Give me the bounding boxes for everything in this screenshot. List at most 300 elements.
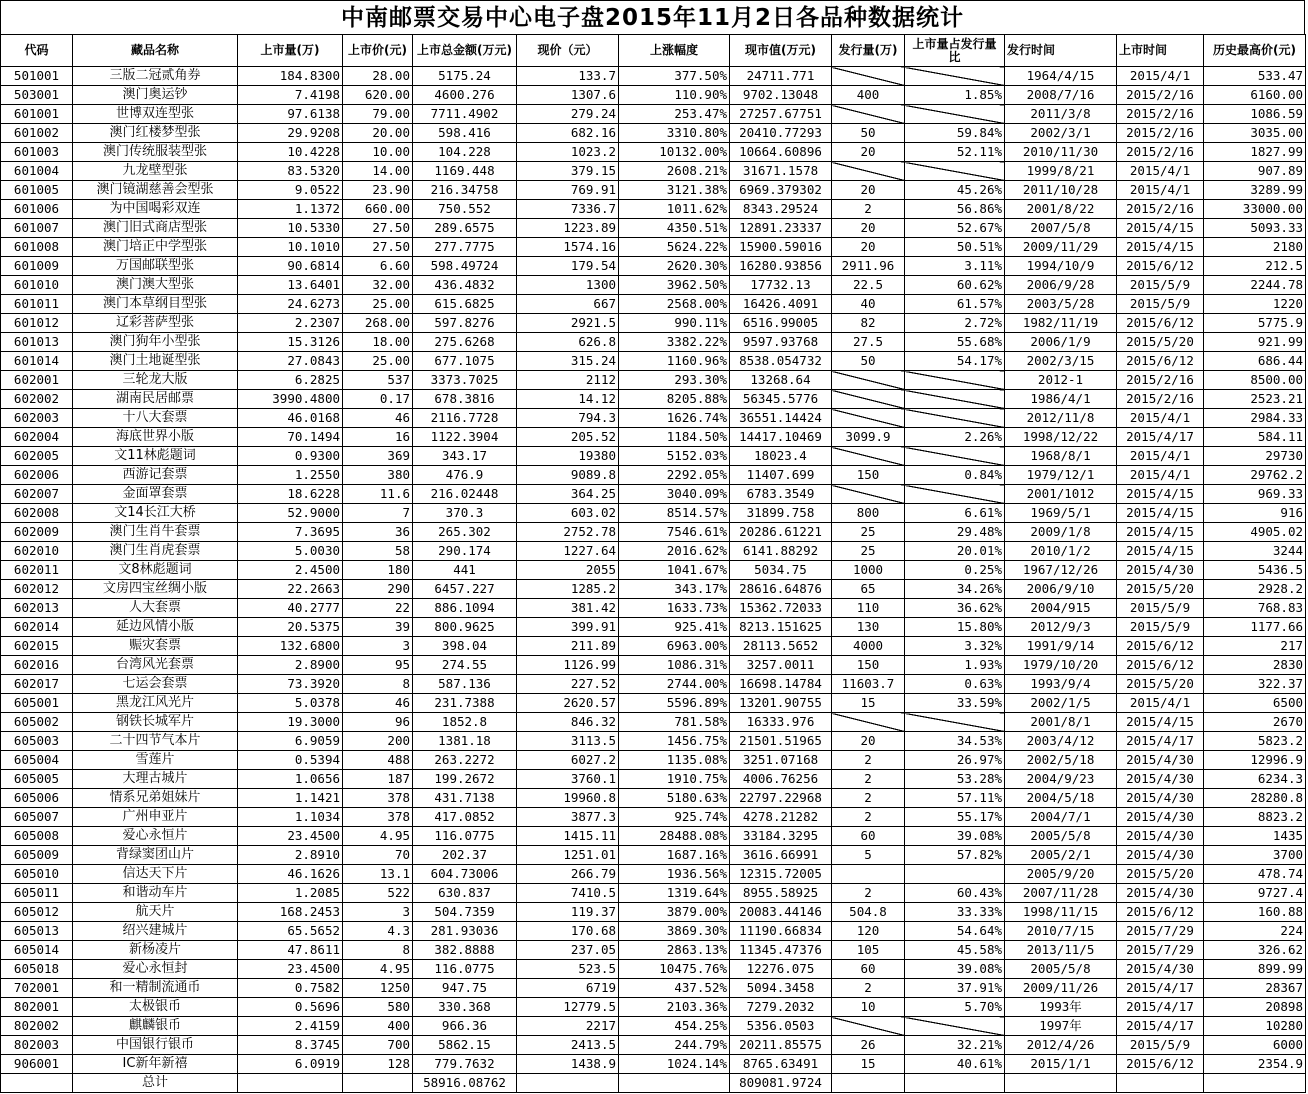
cell-max-price: 28367	[1204, 979, 1306, 998]
cell-ratio: 59.84%	[905, 124, 1005, 143]
cell-ratio	[905, 713, 1005, 732]
cell-list-price: 46	[343, 694, 413, 713]
cell-issue-qty: 2	[832, 884, 905, 903]
cell-gain: 1633.73%	[619, 599, 730, 618]
cell-gain: 454.25%	[619, 1017, 730, 1036]
cell-list-amount: 750.552	[413, 200, 517, 219]
cell-issue-qty	[832, 371, 905, 390]
cell-list-amount: 4600.276	[413, 86, 517, 105]
cell-issue-qty	[832, 865, 905, 884]
cell-current-price: 1307.6	[517, 86, 619, 105]
cell-list-price: 79.00	[343, 105, 413, 124]
cell-issue-date: 1999/8/21	[1005, 162, 1117, 181]
cell-market-value: 8765.63491	[730, 1055, 832, 1074]
cell-code: 601010	[1, 276, 73, 295]
cell-max-price: 8823.2	[1204, 808, 1306, 827]
cell-list-amount: 947.75	[413, 979, 517, 998]
cell-list-amount: 417.0852	[413, 808, 517, 827]
cell-market-value: 6783.3549	[730, 485, 832, 504]
cell-ratio	[905, 485, 1005, 504]
table-row	[1, 694, 1306, 713]
col-header-list-price: 上市价(元)	[343, 35, 413, 67]
cell-market-value: 11407.699	[730, 466, 832, 485]
cell-code: 602016	[1, 656, 73, 675]
cell-issue-qty: 22.5	[832, 276, 905, 295]
cell-list-amount: 597.8276	[413, 314, 517, 333]
cell-code: 602007	[1, 485, 73, 504]
cell-name: 澳门生肖牛套票	[73, 523, 238, 542]
cell-market-value: 13268.64	[730, 371, 832, 390]
cell-ratio: 55.68%	[905, 333, 1005, 352]
cell-name: 和一精制流通币	[73, 979, 238, 998]
cell-market-value: 3251.07168	[730, 751, 832, 770]
cell-name: 七运会套票	[73, 675, 238, 694]
cell-issue-date: 2011/10/28	[1005, 181, 1117, 200]
cell-list-price: 180	[343, 561, 413, 580]
cell-gain: 5596.89%	[619, 694, 730, 713]
cell-list-qty: 1.2085	[238, 884, 343, 903]
cell-gain: 2863.13%	[619, 941, 730, 960]
cell-issue-qty: 2	[832, 808, 905, 827]
cell-issue-date: 2001/8/22	[1005, 200, 1117, 219]
cell-issue-date: 2009/1/8	[1005, 523, 1117, 542]
cell-list-price: 39	[343, 618, 413, 637]
cell-issue-date: 2002/3/15	[1005, 352, 1117, 371]
cell-issue-qty: 60	[832, 827, 905, 846]
cell-market-value: 3257.0011	[730, 656, 832, 675]
cell-gain: 3879.00%	[619, 903, 730, 922]
cell-list-qty: 2.4500	[238, 561, 343, 580]
cell-list-date: 2015/2/16	[1117, 105, 1204, 124]
cell-market-value: 5094.3458	[730, 979, 832, 998]
cell-gain: 8205.88%	[619, 390, 730, 409]
cell-list-date: 2015/6/12	[1117, 1055, 1204, 1074]
cell-list-qty: 18.6228	[238, 485, 343, 504]
cell-issue-qty: 400	[832, 86, 905, 105]
cell-max-price: 478.74	[1204, 865, 1306, 884]
cell-issue-date: 2012/4/26	[1005, 1036, 1117, 1055]
total-label: 总计	[73, 1074, 238, 1093]
cell-max-price: 9727.4	[1204, 884, 1306, 903]
cell-list-date: 2015/6/12	[1117, 352, 1204, 371]
cell-list-price: 28.00	[343, 67, 413, 86]
cell-max-price: 921.99	[1204, 333, 1306, 352]
cell-list-qty: 8.3745	[238, 1036, 343, 1055]
cell-gain: 2620.30%	[619, 257, 730, 276]
cell-market-value: 31671.1578	[730, 162, 832, 181]
table-row	[1, 200, 1306, 219]
cell-list-amount: 1122.3904	[413, 428, 517, 447]
cell-issue-date: 2008/7/16	[1005, 86, 1117, 105]
cell-list-price: 3	[343, 637, 413, 656]
cell-gain: 781.58%	[619, 713, 730, 732]
cell-list-qty: 1.1372	[238, 200, 343, 219]
cell-current-price: 1574.16	[517, 238, 619, 257]
cell-issue-date: 2001/1012	[1005, 485, 1117, 504]
cell-max-price: 969.33	[1204, 485, 1306, 504]
total-empty-cell	[238, 1074, 343, 1093]
cell-issue-qty: 50	[832, 352, 905, 371]
cell-issue-qty: 65	[832, 580, 905, 599]
table-row	[1, 903, 1306, 922]
cell-current-price: 667	[517, 295, 619, 314]
cell-issue-date: 1993年	[1005, 998, 1117, 1017]
cell-current-price: 133.7	[517, 67, 619, 86]
cell-market-value: 12276.075	[730, 960, 832, 979]
total-row	[1, 1074, 1306, 1093]
cell-market-value: 8343.29524	[730, 200, 832, 219]
cell-list-date: 2015/4/15	[1117, 542, 1204, 561]
cell-ratio: 3.32%	[905, 637, 1005, 656]
cell-current-price: 119.37	[517, 903, 619, 922]
cell-list-qty: 10.5330	[238, 219, 343, 238]
cell-code: 605005	[1, 770, 73, 789]
cell-list-amount: 1852.8	[413, 713, 517, 732]
cell-list-date: 2015/6/12	[1117, 903, 1204, 922]
cell-current-price: 211.89	[517, 637, 619, 656]
cell-name: 十八大套票	[73, 409, 238, 428]
cell-ratio: 56.86%	[905, 200, 1005, 219]
cell-list-amount: 630.837	[413, 884, 517, 903]
cell-list-amount: 476.9	[413, 466, 517, 485]
cell-list-qty: 3990.4800	[238, 390, 343, 409]
cell-current-price: 1223.89	[517, 219, 619, 238]
cell-name: 文房四宝丝绸小版	[73, 580, 238, 599]
total-empty-cell	[1117, 1074, 1204, 1093]
cell-name: IC新年新禧	[73, 1055, 238, 1074]
cell-issue-qty: 15	[832, 1055, 905, 1074]
table-row	[1, 409, 1306, 428]
cell-max-price: 6000	[1204, 1036, 1306, 1055]
cell-market-value: 16280.93856	[730, 257, 832, 276]
cell-max-price: 3244	[1204, 542, 1306, 561]
cell-market-value: 14417.10469	[730, 428, 832, 447]
cell-code: 503001	[1, 86, 73, 105]
cell-ratio: 1.85%	[905, 86, 1005, 105]
cell-list-date: 2015/4/1	[1117, 162, 1204, 181]
cell-list-date: 2015/4/30	[1117, 789, 1204, 808]
cell-name: 爱心永恒封	[73, 960, 238, 979]
cell-list-date: 2015/6/12	[1117, 637, 1204, 656]
cell-max-price: 2354.9	[1204, 1055, 1306, 1074]
cell-gain: 1936.56%	[619, 865, 730, 884]
cell-market-value: 27257.67751	[730, 105, 832, 124]
table-row	[1, 846, 1306, 865]
table-row	[1, 466, 1306, 485]
cell-list-date: 2015/5/9	[1117, 276, 1204, 295]
cell-issue-qty: 105	[832, 941, 905, 960]
cell-list-price: 8	[343, 675, 413, 694]
cell-gain: 293.30%	[619, 371, 730, 390]
cell-list-qty: 5.0030	[238, 542, 343, 561]
cell-gain: 343.17%	[619, 580, 730, 599]
cell-issue-date: 2006/1/9	[1005, 333, 1117, 352]
cell-max-price: 1435	[1204, 827, 1306, 846]
cell-market-value: 8538.054732	[730, 352, 832, 371]
cell-list-date: 2015/4/15	[1117, 219, 1204, 238]
cell-gain: 253.47%	[619, 105, 730, 124]
cell-issue-date: 1997年	[1005, 1017, 1117, 1036]
cell-list-price: 20.00	[343, 124, 413, 143]
cell-max-price: 3035.00	[1204, 124, 1306, 143]
table-row	[1, 618, 1306, 637]
cell-max-price: 217	[1204, 637, 1306, 656]
cell-list-price: 700	[343, 1036, 413, 1055]
cell-issue-qty: 20	[832, 181, 905, 200]
cell-code: 602017	[1, 675, 73, 694]
cell-code: 602013	[1, 599, 73, 618]
cell-name: 西游记套票	[73, 466, 238, 485]
cell-ratio: 29.48%	[905, 523, 1005, 542]
table-row	[1, 124, 1306, 143]
cell-list-date: 2015/4/17	[1117, 998, 1204, 1017]
cell-issue-qty: 150	[832, 466, 905, 485]
table-row	[1, 371, 1306, 390]
cell-gain: 3121.38%	[619, 181, 730, 200]
cell-name: 三轮龙大版	[73, 371, 238, 390]
cell-code: 601002	[1, 124, 73, 143]
cell-list-date: 2015/4/30	[1117, 751, 1204, 770]
cell-market-value: 16333.976	[730, 713, 832, 732]
cell-list-price: 16	[343, 428, 413, 447]
cell-list-qty: 90.6814	[238, 257, 343, 276]
cell-issue-qty: 20	[832, 238, 905, 257]
cell-ratio: 37.91%	[905, 979, 1005, 998]
table-row	[1, 238, 1306, 257]
cell-list-price: 18.00	[343, 333, 413, 352]
cell-issue-qty	[832, 67, 905, 86]
cell-issue-qty: 2	[832, 751, 905, 770]
cell-name: 雪莲片	[73, 751, 238, 770]
cell-max-price: 1220	[1204, 295, 1306, 314]
cell-issue-date: 2012-1	[1005, 371, 1117, 390]
cell-issue-date: 2002/3/1	[1005, 124, 1117, 143]
cell-ratio: 34.53%	[905, 732, 1005, 751]
cell-market-value: 13201.90755	[730, 694, 832, 713]
cell-issue-date: 1994/10/9	[1005, 257, 1117, 276]
page-title: 中南邮票交易中心电子盘2015年11月2日各品种数据统计	[0, 0, 1305, 34]
cell-current-price: 846.32	[517, 713, 619, 732]
cell-list-amount: 370.3	[413, 504, 517, 523]
cell-list-date: 2015/4/30	[1117, 960, 1204, 979]
cell-code: 601013	[1, 333, 73, 352]
cell-list-price: 400	[343, 1017, 413, 1036]
cell-code: 602014	[1, 618, 73, 637]
cell-gain: 110.90%	[619, 86, 730, 105]
cell-list-qty: 47.8611	[238, 941, 343, 960]
col-header-list-amount: 上市总金额(万元)	[413, 35, 517, 67]
cell-list-qty: 52.9000	[238, 504, 343, 523]
cell-list-price: 3	[343, 903, 413, 922]
cell-list-price: 96	[343, 713, 413, 732]
cell-current-price: 227.52	[517, 675, 619, 694]
cell-issue-qty: 2911.96	[832, 257, 905, 276]
cell-list-price: 537	[343, 371, 413, 390]
cell-list-qty: 1.1034	[238, 808, 343, 827]
cell-list-price: 11.6	[343, 485, 413, 504]
cell-name: 澳门旧式商店型张	[73, 219, 238, 238]
cell-issue-date: 1993/9/4	[1005, 675, 1117, 694]
cell-ratio: 55.17%	[905, 808, 1005, 827]
cell-list-amount: 431.7138	[413, 789, 517, 808]
cell-current-price: 1227.64	[517, 542, 619, 561]
cell-market-value: 6141.88292	[730, 542, 832, 561]
cell-list-amount: 275.6268	[413, 333, 517, 352]
cell-issue-date: 1969/5/1	[1005, 504, 1117, 523]
cell-list-qty: 46.1626	[238, 865, 343, 884]
cell-issue-qty	[832, 713, 905, 732]
cell-ratio: 40.61%	[905, 1055, 1005, 1074]
cell-list-date: 2015/4/30	[1117, 827, 1204, 846]
cell-market-value: 16426.4091	[730, 295, 832, 314]
cell-list-price: 27.50	[343, 238, 413, 257]
cell-list-amount: 398.04	[413, 637, 517, 656]
cell-list-qty: 1.0656	[238, 770, 343, 789]
cell-current-price: 381.42	[517, 599, 619, 618]
cell-list-amount: 216.02448	[413, 485, 517, 504]
cell-list-qty: 46.0168	[238, 409, 343, 428]
cell-market-value: 8955.58925	[730, 884, 832, 903]
cell-list-qty: 2.2307	[238, 314, 343, 333]
table-row	[1, 447, 1306, 466]
cell-name: 辽彩菩萨型张	[73, 314, 238, 333]
cell-ratio	[905, 390, 1005, 409]
cell-gain: 2608.21%	[619, 162, 730, 181]
cell-code: 906001	[1, 1055, 73, 1074]
cell-list-price: 620.00	[343, 86, 413, 105]
cell-current-price: 794.3	[517, 409, 619, 428]
header-row	[1, 35, 1306, 67]
cell-list-amount: 116.0775	[413, 827, 517, 846]
cell-gain: 6963.00%	[619, 637, 730, 656]
cell-max-price: 5775.9	[1204, 314, 1306, 333]
cell-list-qty: 1.2550	[238, 466, 343, 485]
cell-list-qty: 15.3126	[238, 333, 343, 352]
cell-list-amount: 231.7388	[413, 694, 517, 713]
cell-issue-qty: 3099.9	[832, 428, 905, 447]
cell-max-price: 3700	[1204, 846, 1306, 865]
cell-max-price: 899.99	[1204, 960, 1306, 979]
total-empty-cell	[1005, 1074, 1117, 1093]
cell-gain: 244.79%	[619, 1036, 730, 1055]
cell-list-date: 2015/5/9	[1117, 599, 1204, 618]
total-empty-cell	[619, 1074, 730, 1093]
cell-issue-date: 1968/8/1	[1005, 447, 1117, 466]
cell-list-price: 32.00	[343, 276, 413, 295]
table-row	[1, 580, 1306, 599]
cell-list-price: 8	[343, 941, 413, 960]
cell-list-amount: 800.9625	[413, 618, 517, 637]
cell-name: 文14长江大桥	[73, 504, 238, 523]
cell-current-price: 399.91	[517, 618, 619, 637]
cell-list-date: 2015/4/1	[1117, 181, 1204, 200]
cell-ratio: 61.57%	[905, 295, 1005, 314]
table-row	[1, 941, 1306, 960]
cell-list-qty: 65.5652	[238, 922, 343, 941]
cell-issue-qty: 20	[832, 143, 905, 162]
cell-market-value: 15362.72033	[730, 599, 832, 618]
cell-issue-date: 2009/11/26	[1005, 979, 1117, 998]
cell-list-date: 2015/5/20	[1117, 675, 1204, 694]
cell-gain: 1024.14%	[619, 1055, 730, 1074]
cell-gain: 4350.51%	[619, 219, 730, 238]
cell-list-price: 4.95	[343, 960, 413, 979]
cell-list-amount: 199.2672	[413, 770, 517, 789]
cell-current-price: 523.5	[517, 960, 619, 979]
cell-ratio	[905, 865, 1005, 884]
cell-current-price: 2055	[517, 561, 619, 580]
cell-ratio: 54.64%	[905, 922, 1005, 941]
cell-code: 602004	[1, 428, 73, 447]
cell-code: 601003	[1, 143, 73, 162]
cell-max-price: 6500	[1204, 694, 1306, 713]
table-row	[1, 770, 1306, 789]
table-row	[1, 504, 1306, 523]
cell-max-price: 1827.99	[1204, 143, 1306, 162]
cell-issue-date: 2007/5/8	[1005, 219, 1117, 238]
cell-name: 澳门镜湖慈善会型张	[73, 181, 238, 200]
total-amount: 58916.08762	[413, 1074, 517, 1093]
cell-gain: 3040.09%	[619, 485, 730, 504]
cell-issue-qty: 27.5	[832, 333, 905, 352]
cell-current-price: 7410.5	[517, 884, 619, 903]
cell-market-value: 20286.61221	[730, 523, 832, 542]
table-row	[1, 257, 1306, 276]
cell-list-price: 6.60	[343, 257, 413, 276]
cell-gain: 1184.50%	[619, 428, 730, 447]
cell-market-value: 5356.0503	[730, 1017, 832, 1036]
cell-name: 澳门培正中学型张	[73, 238, 238, 257]
cell-current-price: 6719	[517, 979, 619, 998]
cell-name: 爱心永恒片	[73, 827, 238, 846]
cell-market-value: 28113.5652	[730, 637, 832, 656]
cell-issue-date: 1982/11/19	[1005, 314, 1117, 333]
cell-list-date: 2015/4/17	[1117, 979, 1204, 998]
cell-current-price: 626.8	[517, 333, 619, 352]
table-row	[1, 732, 1306, 751]
cell-ratio: 0.84%	[905, 466, 1005, 485]
cell-ratio: 53.28%	[905, 770, 1005, 789]
cell-name: 万国邮联型张	[73, 257, 238, 276]
cell-current-price: 14.12	[517, 390, 619, 409]
table-row	[1, 599, 1306, 618]
cell-name: 澳门生肖虎套票	[73, 542, 238, 561]
cell-code: 605007	[1, 808, 73, 827]
cell-name: 文11林彪题词	[73, 447, 238, 466]
cell-list-amount: 343.17	[413, 447, 517, 466]
col-header-name: 藏品名称	[73, 35, 238, 67]
cell-code: 602001	[1, 371, 73, 390]
cell-current-price: 1415.11	[517, 827, 619, 846]
cell-ratio	[905, 371, 1005, 390]
cell-issue-date: 2005/2/1	[1005, 846, 1117, 865]
table-row	[1, 561, 1306, 580]
cell-issue-date: 2011/3/8	[1005, 105, 1117, 124]
table-row	[1, 67, 1306, 86]
total-pink-cell	[1, 1074, 73, 1093]
cell-current-price: 1023.2	[517, 143, 619, 162]
cell-current-price: 1300	[517, 276, 619, 295]
cell-current-price: 1285.2	[517, 580, 619, 599]
cell-issue-qty: 60	[832, 960, 905, 979]
cell-list-price: 95	[343, 656, 413, 675]
cell-list-date: 2015/4/30	[1117, 884, 1204, 903]
cell-list-qty: 7.4198	[238, 86, 343, 105]
cell-issue-qty: 5	[832, 846, 905, 865]
table-row	[1, 162, 1306, 181]
cell-ratio: 0.63%	[905, 675, 1005, 694]
cell-max-price: 2830	[1204, 656, 1306, 675]
